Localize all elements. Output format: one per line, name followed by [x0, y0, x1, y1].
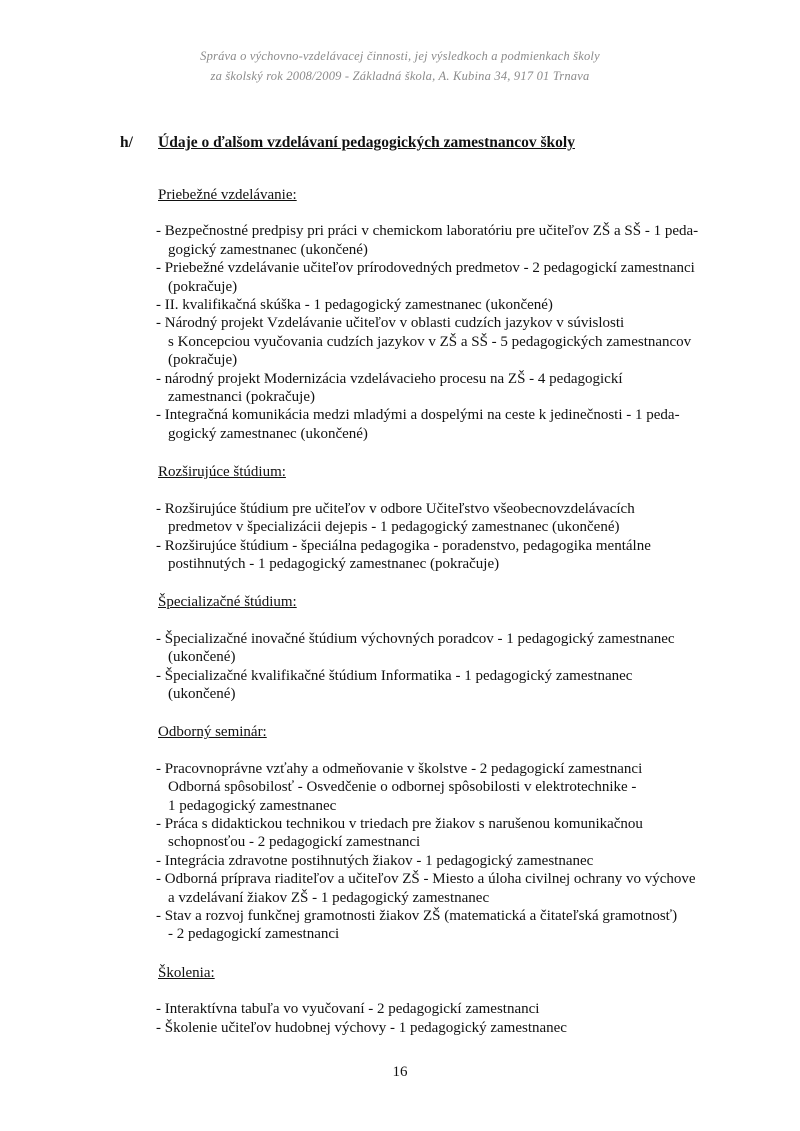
- document-body: [156, 186, 756, 1057]
- education-group: [156, 964, 756, 1037]
- group-title: Školenia:: [158, 964, 215, 981]
- list-item-continuation: - 2 pedagogickí zamestnanci: [168, 926, 340, 943]
- education-group: [156, 186, 756, 443]
- list-item-line: - II. kvalifikačná skúška - 1 pedagogický zamestnanec (ukončené): [156, 297, 553, 314]
- list-item: [156, 630, 756, 667]
- list-item-line: - Pracovnoprávne vzťahy a odmeňovanie v školstve - 2 pedagogickí zamestnanci: [156, 760, 643, 777]
- list-item: [156, 296, 756, 314]
- list-item-line: - Špecializačné kvalifikačné štúdium Informatika - 1 pedagogický zamestnanec: [156, 667, 633, 684]
- list-item: [156, 667, 756, 704]
- education-group: [156, 723, 756, 943]
- list-item: [156, 314, 756, 369]
- list-item-continuation: gogický zamestnanec (ukončené): [168, 425, 368, 442]
- list-item-line: - Stav a rozvoj funkčnej gramotnosti žiakov ZŠ (matematická a čitateľská gramotnosť): [156, 908, 678, 924]
- group-item-list: [156, 500, 756, 574]
- list-item-continuation: s Koncepciou vyučovania cudzích jazykov v ZŠ a SŠ - 5 pedagogických zamestnancov: [168, 333, 692, 350]
- header-line-1: Správa o výchovno-vzdelávacej činnosti, jej výsledkoch a podmienkach školy: [200, 49, 600, 63]
- page-header: [140, 46, 660, 86]
- list-item-continuation: gogický zamestnanec (ukončené): [168, 241, 368, 258]
- list-item: [156, 1019, 756, 1037]
- list-item: [156, 852, 756, 870]
- list-item-continuation: schopnosťou - 2 pedagogickí zamestnanci: [168, 834, 421, 851]
- list-item-continuation: a vzdelávaní žiakov ZŠ - 1 pedagogický zamestnanec: [168, 889, 490, 906]
- list-item-line: - Práca s didaktickou technikou v triedach pre žiakov s narušenou komunikačnou: [156, 815, 643, 832]
- header-line-2: za školský rok 2008/2009 - Základná škola, A. Kubina 34, 917 01 Trnava: [210, 69, 590, 83]
- list-item: [156, 222, 756, 259]
- list-item-continuation: Odborná spôsobilosť - Osvedčenie o odbornej spôsobilosti v elektrotechnike -: [168, 779, 637, 796]
- list-item-continuation: zamestnanci (pokračuje): [168, 389, 316, 406]
- page-number: 16: [392, 1064, 408, 1080]
- list-item: [156, 1000, 756, 1018]
- list-item-continuation: predmetov v špecializácii dejepis - 1 pedagogický zamestnanec (ukončené): [168, 519, 620, 536]
- list-item: [156, 760, 756, 815]
- list-item-continuation: (ukončené): [168, 649, 236, 666]
- list-item: [156, 406, 756, 443]
- list-item-line: - Interaktívna tabuľa vo vyučovaní - 2 pedagogickí zamestnanci: [156, 1001, 540, 1018]
- list-item-continuation: (ukončené): [168, 685, 236, 702]
- list-item-continuation: (pokračuje): [168, 278, 238, 295]
- section-title: Údaje o ďalšom vzdelávaní pedagogických zamestnancov školy: [158, 134, 575, 151]
- group-title: Špecializačné štúdium:: [158, 594, 297, 611]
- group-title: Odborný seminár:: [158, 724, 267, 741]
- list-item: [156, 370, 756, 407]
- group-item-list: [156, 760, 756, 944]
- section-number: h/: [120, 134, 133, 151]
- list-item-line: - Národný projekt Vzdelávanie učiteľov v oblasti cudzích jazykov v súvislosti: [156, 315, 625, 332]
- list-item: [156, 815, 756, 852]
- group-title: Priebežné vzdelávanie:: [158, 187, 297, 203]
- list-item-continuation: postihnutých - 1 pedagogický zamestnanec (pokračuje): [168, 555, 500, 572]
- group-item-list: [156, 222, 756, 443]
- list-item-line: - Špecializačné inovačné štúdium výchovných poradcov - 1 pedagogický zamestnanec: [156, 630, 675, 647]
- list-item: [156, 537, 756, 574]
- list-item-line: - Školenie učiteľov hudobnej výchovy - 1 pedagogický zamestnanec: [156, 1019, 567, 1036]
- list-item-continuation: 1 pedagogický zamestnanec: [168, 797, 337, 814]
- list-item-line: - Odborná príprava riaditeľov a učiteľov ZŠ - Miesto a úloha civilnej ochrany vo výchove: [156, 871, 696, 888]
- list-item: [156, 907, 756, 944]
- group-title: Rozširujúce štúdium:: [158, 464, 286, 481]
- list-item-line: - Rozširujúce štúdium pre učiteľov v odbore Učiteľstvo všeobecnovzdelávacích: [156, 500, 635, 517]
- education-group: [156, 593, 756, 703]
- group-item-list: [156, 1000, 756, 1037]
- education-group: [156, 463, 756, 573]
- list-item-line: - Bezpečnostné predpisy pri práci v chemickom laboratóriu pre učiteľov ZŠ a SŠ - 1 peda-: [156, 223, 699, 240]
- group-item-list: [156, 630, 756, 704]
- list-item: [156, 259, 756, 296]
- list-item-line: - Integračná komunikácia medzi mladými a dospelými na ceste k jedinečnosti - 1 peda-: [156, 407, 680, 424]
- list-item-line: - Integrácia zdravotne postihnutých žiakov - 1 pedagogický zamestnanec: [156, 852, 594, 869]
- list-item: [156, 870, 756, 907]
- list-item-line: - národný projekt Modernizácia vzdelávacieho procesu na ZŠ - 4 pedagogickí: [156, 370, 623, 387]
- list-item-line: - Priebežné vzdelávanie učiteľov prírodovedných predmetov - 2 pedagogickí zamestnanci: [156, 260, 695, 277]
- list-item-continuation: (pokračuje): [168, 352, 238, 369]
- list-item-line: - Rozširujúce štúdium - špeciálna pedagogika - poradenstvo, pedagogika mentálne: [156, 537, 651, 554]
- list-item: [156, 500, 756, 537]
